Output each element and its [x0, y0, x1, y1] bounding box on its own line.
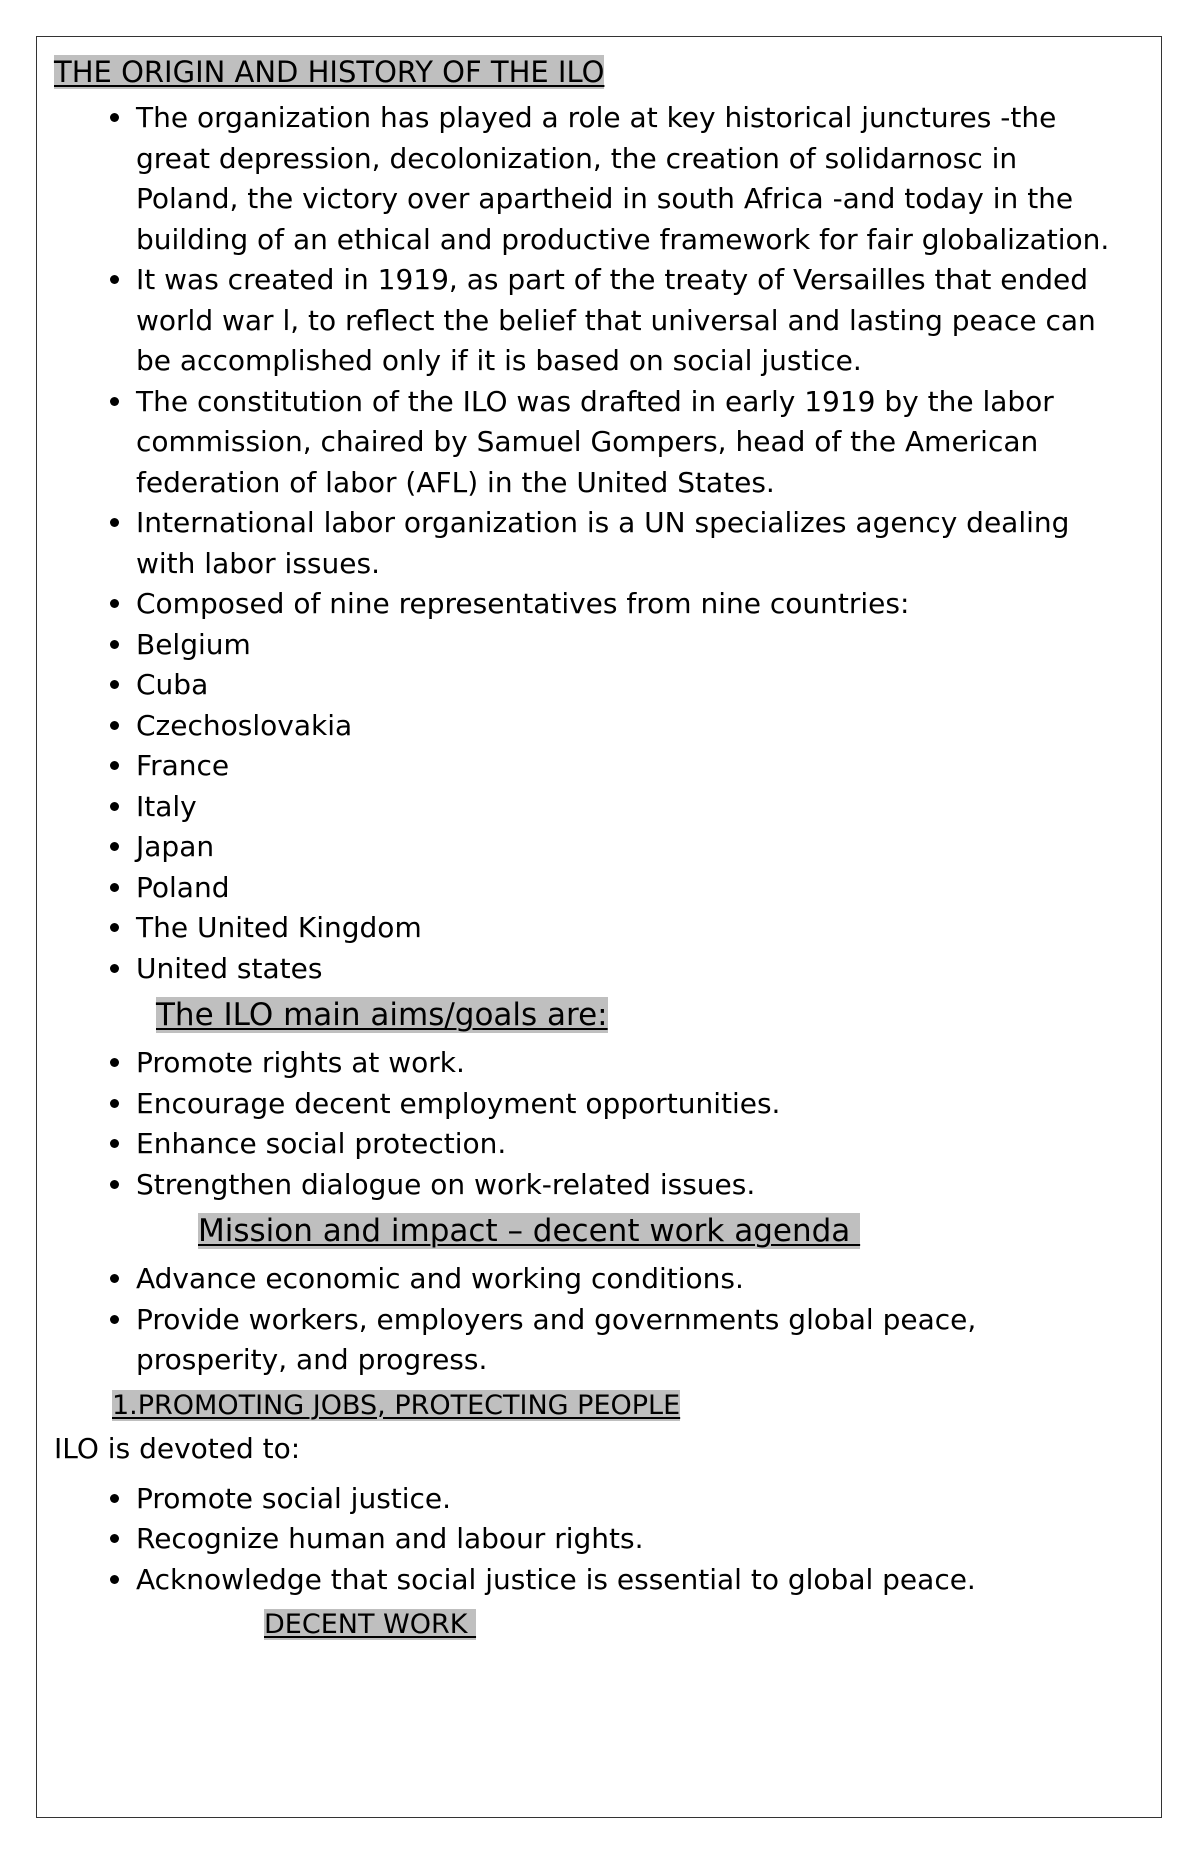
bullet-text: Poland	[136, 870, 230, 904]
bullet-dot-icon	[110, 721, 119, 730]
bullet-dot-icon	[110, 599, 119, 608]
bullet-dot-icon	[110, 1534, 119, 1543]
bullet-text: International labor organization is a UN specializes agency dealing with labor issues.	[136, 506, 1070, 580]
bullet-text: United states	[136, 951, 323, 985]
bullet-text: Belgium	[136, 627, 251, 661]
bullet-text: Acknowledge that social justice is essential to global peace.	[136, 1562, 976, 1596]
bullet-item	[54, 625, 1144, 666]
section-aims-heading	[54, 995, 1144, 1035]
bullet-item	[54, 908, 1144, 949]
bullet-item	[54, 1560, 1144, 1601]
bullet-dot-icon	[110, 1315, 119, 1324]
bullet-item	[54, 665, 1144, 706]
bullet-item	[54, 1084, 1144, 1125]
bullet-item	[54, 1043, 1144, 1084]
section-origin-history-title: THE ORIGIN AND HISTORY OF THE ILO	[54, 55, 605, 89]
bullet-text: Cuba	[136, 668, 209, 701]
section-origin-history-heading	[54, 52, 1144, 92]
bullet-item	[54, 868, 1144, 909]
bullet-dot-icon	[110, 1575, 119, 1584]
mission-list	[54, 1259, 1144, 1381]
bullet-text: Promote rights at work.	[136, 1046, 465, 1079]
devoted-to-intro: ILO is devoted to:	[54, 1431, 301, 1465]
section-aims-title: The ILO main aims/goals are:	[156, 997, 608, 1033]
bullet-dot-icon	[110, 842, 119, 851]
bullet-text: Recognize human and labour rights.	[136, 1522, 644, 1555]
bullet-text: Strengthen dialogue on work-related issues.	[136, 1167, 756, 1201]
bullet-dot-icon	[110, 1058, 119, 1067]
bullet-dot-icon	[110, 640, 119, 649]
bullet-dot-icon	[110, 680, 119, 689]
bullet-item	[54, 1165, 1144, 1206]
bullet-dot-icon	[110, 802, 119, 811]
bullet-dot-icon	[110, 883, 119, 892]
bullet-text: The constitution of the ILO was drafted in early 1919 by the labor commission, chaired by Samuel Gompers, head of the American federation of labor (AFL) in the United States.	[136, 384, 1054, 499]
bullet-text: Japan	[136, 830, 215, 863]
bullet-item	[54, 827, 1144, 868]
bullet-text: Provide workers, employers and governments global peace, prosperity, and progress.	[136, 1302, 977, 1376]
section-mission-heading	[54, 1211, 1144, 1251]
devoted-list	[54, 1479, 1144, 1601]
bullet-dot-icon	[110, 1099, 119, 1108]
bullet-dot-icon	[110, 923, 119, 932]
bullet-item	[54, 1300, 1144, 1381]
origin-history-list	[54, 98, 1144, 989]
bullet-item	[54, 260, 1144, 382]
bullet-item	[54, 503, 1144, 584]
bullet-item	[54, 1479, 1144, 1520]
bullet-text: It was created in 1919, as part of the treaty of Versailles that ended world war l, to reflect the belief that universal and lasting peace can be accomplished only if it is based on social justice.	[136, 263, 1096, 377]
bullet-dot-icon	[110, 518, 119, 527]
bullet-text: Advance economic and working conditions.	[136, 1262, 744, 1295]
bullet-item	[54, 1124, 1144, 1165]
bullet-text: Enhance social protection.	[136, 1127, 507, 1160]
bullet-text: Encourage decent employment opportunities.	[136, 1086, 781, 1120]
bullet-text: France	[136, 749, 230, 782]
bullet-item	[54, 746, 1144, 787]
bullet-dot-icon	[110, 113, 119, 122]
bullet-text: Czechoslovakia	[136, 708, 353, 742]
section-promoting-jobs-title: 1.PROMOTING JOBS, PROTECTING PEOPLE	[112, 1389, 681, 1421]
section-promoting-jobs-heading	[54, 1387, 1144, 1425]
bullet-item	[54, 1519, 1144, 1560]
bullet-text: Composed of nine representatives from nine countries:	[136, 587, 910, 620]
document-body	[54, 52, 1144, 1648]
bullet-dot-icon	[110, 397, 119, 406]
bullet-item	[54, 584, 1144, 625]
bullet-dot-icon	[110, 761, 119, 770]
bullet-item	[54, 949, 1144, 990]
bullet-dot-icon	[110, 275, 119, 284]
bullet-dot-icon	[110, 964, 119, 973]
bullet-dot-icon	[110, 1180, 119, 1189]
bullet-dot-icon	[110, 1139, 119, 1148]
bullet-text: The United Kingdom	[136, 911, 422, 944]
section-decent-work-title: DECENT WORK	[264, 1609, 477, 1640]
bullet-item	[54, 787, 1144, 828]
bullet-text: The organization has played a role at key historical junctures -the great depression, decolonization, the creation of solidarnosc in Poland, the victory over apartheid in south Africa -and today in the building of an ethical and productive framework for fair globalization.	[136, 101, 1110, 256]
section-mission-title: Mission and impact – decent work agenda	[198, 1213, 861, 1249]
bullet-dot-icon	[110, 1494, 119, 1503]
bullet-item	[54, 382, 1144, 504]
aims-list	[54, 1043, 1144, 1205]
bullet-text: Promote social justice.	[136, 1481, 452, 1515]
bullet-item	[54, 706, 1144, 747]
bullet-text: Italy	[136, 789, 197, 823]
section-decent-work-heading	[54, 1606, 1144, 1644]
bullet-item	[54, 1259, 1144, 1300]
bullet-item	[54, 98, 1144, 260]
bullet-dot-icon	[110, 1274, 119, 1283]
